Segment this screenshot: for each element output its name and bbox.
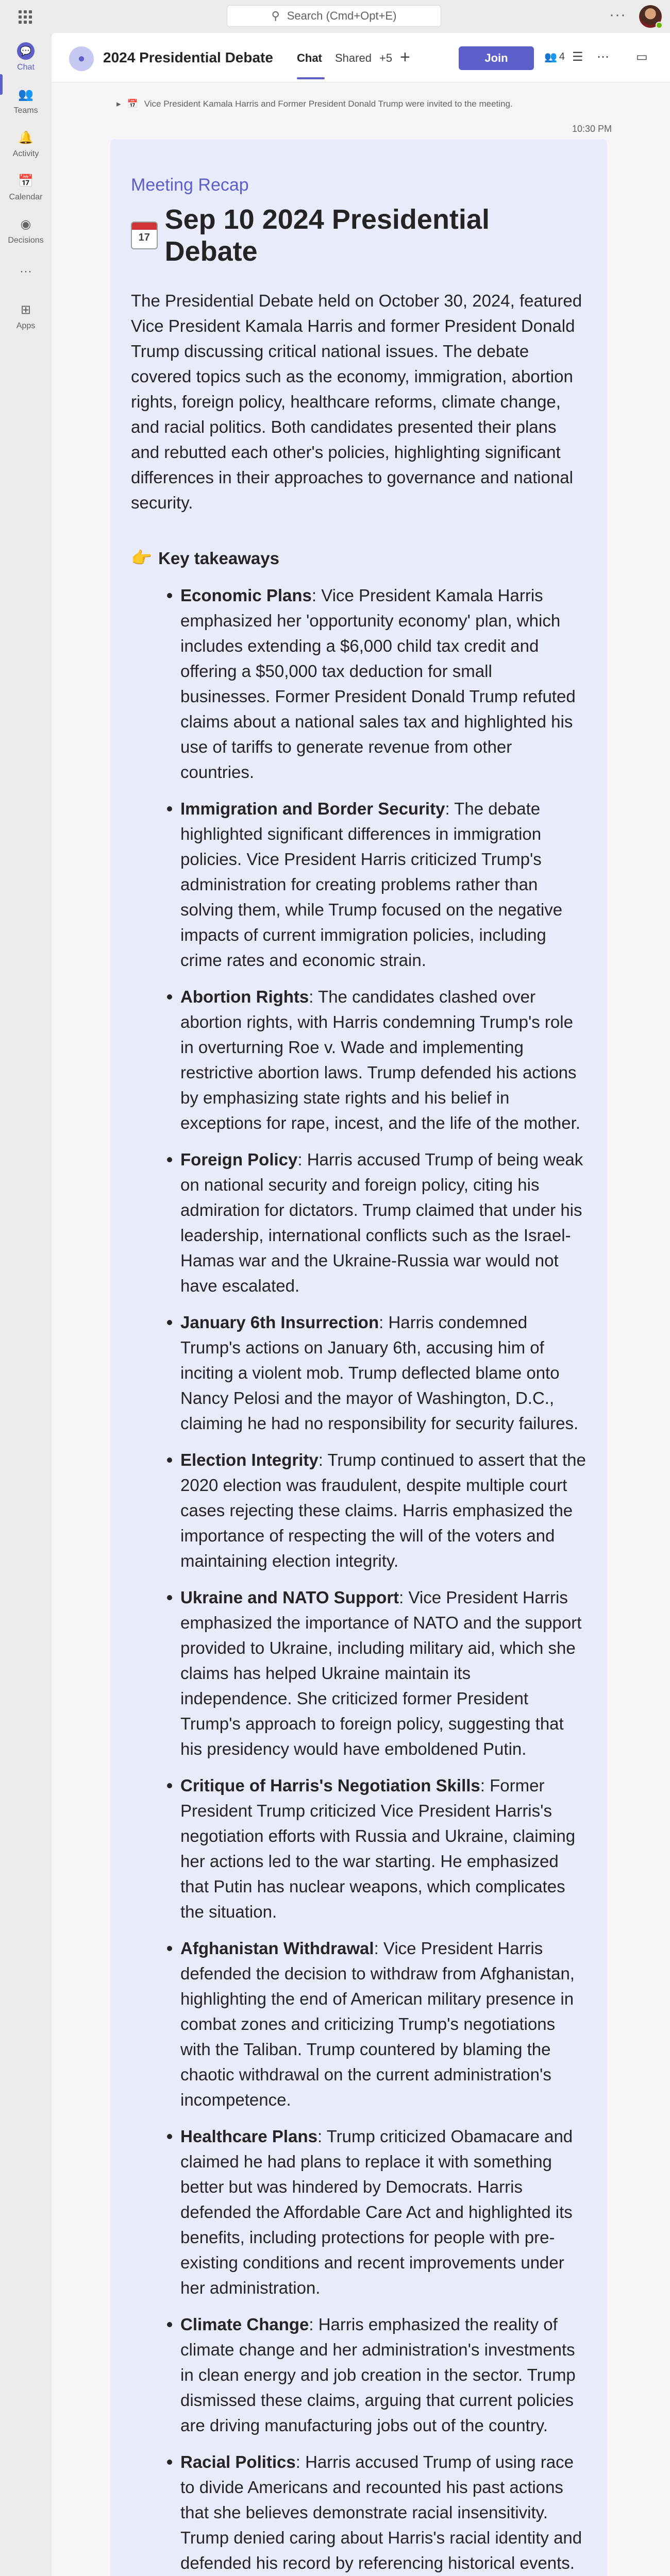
rail-item-label: Decisions [8,236,44,245]
list-item: Election Integrity: Trump continued to assert that the 2020 election was fraudulent, despite multiple court cases rejecting these claims. Harris emphasized the importance of respecting the will of the voters and maintaining election integrity. [180,1447,587,1573]
list-item: Ukraine and NATO Support: Vice President Harris emphasized the importance of NATO and the support provided to Ukraine, including military aid, which she claims has helped Ukraine maintain its independence. She criticized former President Trump's approach to foreign policy, suggesting that his presidency would have emboldened Putin. [180,1585,587,1761]
calendar-icon: 17 [131,222,158,249]
takeaways-title: Key takeaways [158,548,279,568]
participants-count: 4 [559,51,565,62]
list-item: Foreign Policy: Harris accused Trump of being weak on national security and foreign policy, citing his admiration for dictators. Trump claimed that under his leadership, international conflicts such as the Israel-Hamas war and the Ukraine-Russia war would not have escalated. [180,1147,587,1298]
participants-button[interactable] [544,50,565,63]
list-item: Afghanistan Withdrawal: Vice President Harris defended the decision to withdraw from Afghanistan, highlighting the end of American military presence in combat zones and criticizing Trump's negotiations with the Taliban. Trump countered by blaming the chaotic withdrawal on the current administration's incompetence. [180,1936,587,2112]
rail-item-label: Chat [17,63,35,72]
search-icon: ⚲ [271,9,280,22]
message-timestamp: 10:30 PM [572,124,612,134]
decisions-icon: ◉ [20,217,31,231]
tab-shared[interactable]: Shared [335,52,372,64]
teams-icon: 👥 [18,87,34,101]
more-apps-icon: ··· [20,264,32,278]
tab-chat[interactable]: Chat [297,52,322,64]
takeaways-heading [131,548,587,568]
list-item: Economic Plans: Vice President Kamala Harris emphasized her 'opportunity economy' plan, which includes extending a $6,000 child tax credit and offering a $50,000 tax deduction for small businesses. Former President Donald Trump refuted claims about a national sales tax and highlighted his use of tariffs to generate revenue from other countries. [180,583,587,785]
chat-header [52,33,670,82]
page-title: 2024 Presidential Debate [103,49,273,65]
rail-item-apps[interactable] [0,301,52,331]
conversation-icon[interactable]: ▭ [636,50,648,64]
add-tab-icon[interactable]: + [400,47,410,67]
presence-available-icon [656,22,663,29]
join-button[interactable]: Join [459,46,534,70]
group-chat-icon: ● [69,46,94,71]
rail-item-activity[interactable] [0,129,52,159]
list-item: Abortion Rights: The candidates clashed over abortion rights, with Harris condemning Trump's role in overturning Roe v. Wade and implementing restrictive abortion laws. Trump defended his actions by emphasizing state rights and his belief in exceptions for rape, incest, and the life of the mother. [180,984,587,1136]
takeaways-list [131,583,587,2575]
list-item: Climate Change: Harris emphasized the reality of climate change and her administration's investments in clean energy and job creation in the sector. Trump dismissed these claims, arguing that current policies are driving manufacturing jobs out of the country. [180,2312,587,2438]
list-item: Racial Politics: Harris accused Trump of using race to divide Americans and recounted his past actions that she believes demonstrate racial insensitivity. Trump denied caring about Harris's racial identity and defended his record by referencing historical events. [180,2449,587,2575]
more-options-icon[interactable]: ··· [609,6,626,23]
list-icon[interactable]: ☰ [572,50,583,64]
rail-item-label: Apps [16,321,36,330]
people-icon: 👥 [544,52,557,63]
info-text: Vice President Kamala Harris and Former President Donald Trump were invited to the meeting. [144,99,513,109]
calendar-icon: 📅 [18,174,34,188]
pointing-hand-icon: 👉 [131,548,153,567]
search-placeholder: Search (Cmd+Opt+E) [287,9,397,22]
recap-label: Meeting Recap [131,175,249,195]
rail-item-more-apps[interactable] [0,263,52,283]
rail-item-calendar[interactable] [0,172,52,202]
rail-item-chat[interactable] [0,42,52,72]
left-rail [0,33,52,2576]
recap-summary: The Presidential Debate held on October 30, 2024, featured Vice President Kamala Harris and former President Donald Trump discussing critical national issues. The debate covered topics such as the economy, immigration, abortion rights, foreign policy, healthcare reforms, climate change, and racial politics. Both candidates presented their plans and rebutted each other's policies, highlighting significant differences in their approaches to governance and national security. [131,291,582,512]
apps-icon: ⊞ [20,302,31,317]
recap-title-text: Sep 10 2024 Presidential Debate [164,204,490,267]
rail-item-label: Calendar [9,193,43,201]
tab-active-indicator [297,77,325,79]
rail-item-decisions[interactable] [0,215,52,245]
search-input[interactable] [227,5,441,27]
list-item: Critique of Harris's Negotiation Skills: Former President Trump criticized Vice President Harris's negotiation efforts with Russia and Ukraine, claiming her actions led to the war starting. He emphasized that Putin has nuclear weapons, which complicates the situation. [180,1773,587,1924]
rail-item-label: Teams [13,106,38,115]
list-item: Immigration and Border Security: The debate highlighted significant differences in immigration policies. Vice President Harris criticized Trump's administration for creating problems rather than solving them, while Trump focused on the negative impacts of current immigration policies, including crime rates and economic strain. [180,796,587,973]
main-panel [52,33,670,2576]
bell-icon: 🔔 [18,130,34,145]
calendar-add-icon: 📅 [127,99,138,109]
top-bar [0,0,670,33]
tab-more[interactable]: +5 [379,52,393,64]
list-item: January 6th Insurrection: Harris condemned Trump's actions on January 6th, accusing him of inciting a violent mob. Trump deflected blame onto Nancy Pelosi and the mayor of Washington, D.C., claiming he had no responsibility for security failures. [180,1310,587,1436]
recap-title [131,204,587,267]
rail-item-label: Activity [12,149,39,158]
list-item: Healthcare Plans: Trump criticized Obamacare and claimed he had plans to replace it with something better but was hindered by Democrats. Harris defended the Affordable Care Act and highlighted its benefits, including protections for people with pre-existing conditions and recent improvements under her administration. [180,2124,587,2300]
chat-icon: 💬 [17,42,35,60]
rail-item-teams[interactable] [0,86,52,115]
app-launcher-icon[interactable] [19,10,32,24]
more-options-icon[interactable]: ⋯ [597,50,609,64]
meeting-recap-card [110,139,607,2576]
chevron-right-icon[interactable]: ▸ [116,99,121,109]
meeting-info-line [116,99,513,109]
